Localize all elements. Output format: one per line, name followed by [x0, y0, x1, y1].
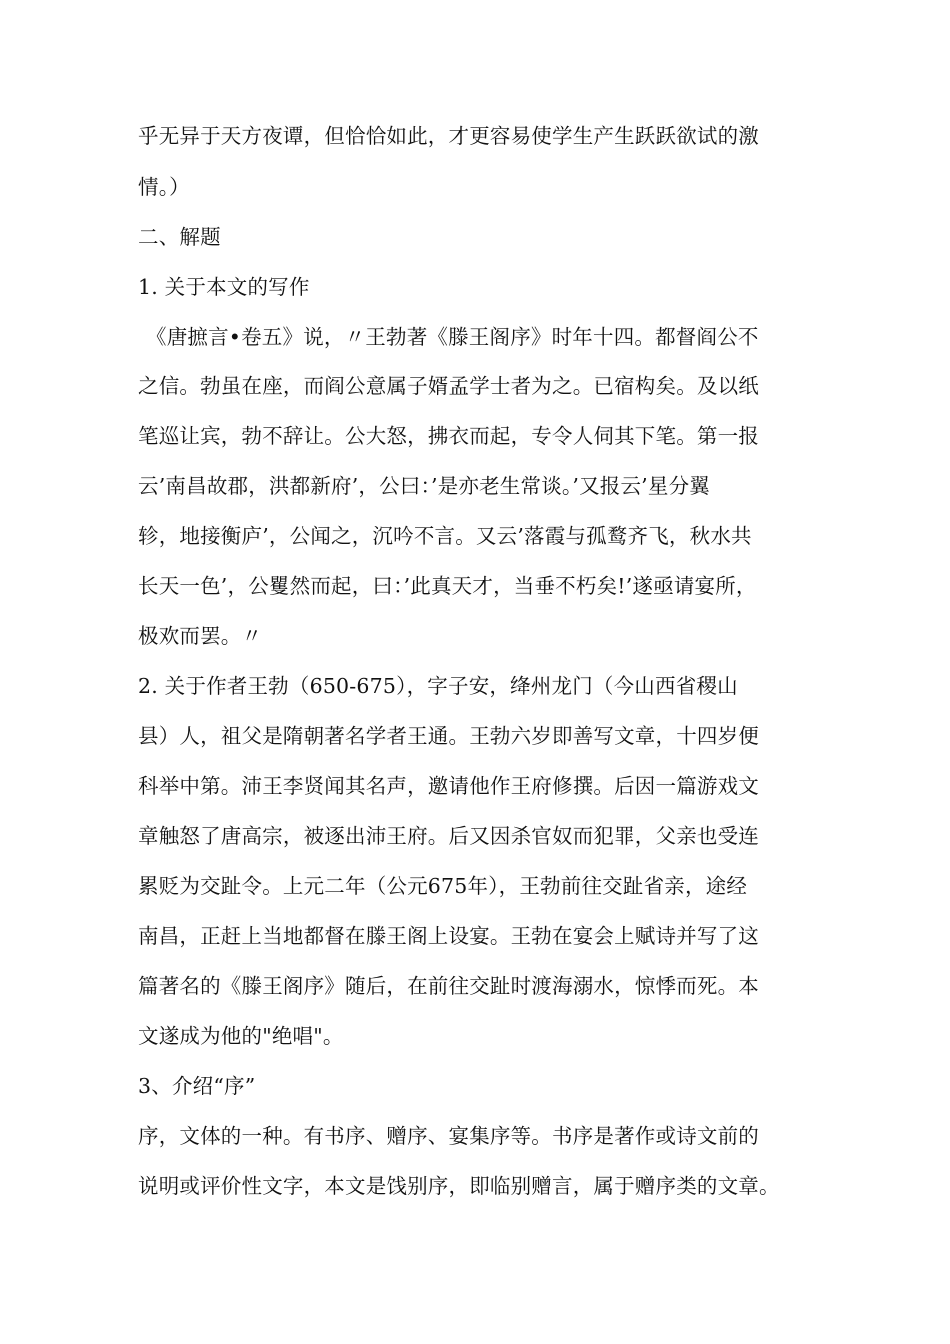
subsection-heading: 1. 关于本文的写作: [138, 275, 310, 299]
text-line: 极欢而罢。〃: [138, 624, 263, 648]
section-heading: 二、解题: [138, 225, 221, 249]
text-line: 科举中第。沛王李贤闻其名声，邀请他作王府修撰。后因一篇游戏文: [138, 774, 759, 798]
text-line: 南昌，正赶上当地都督在滕王阁上设宴。王勃在宴会上赋诗并写了这: [138, 924, 759, 948]
text-line: 轸，地接衡庐’，公闻之，沉吟不言。又云’落霞与孤鹜齐飞，秋水共: [138, 524, 752, 548]
text-line: 章触怒了唐高宗，被逐出沛王府。后又因杀官奴而犯罪，父亲也受连: [138, 824, 759, 848]
text-line: 之信。勃虽在座，而阎公意属子婿孟学士者为之。已宿构矣。及以纸: [138, 374, 759, 398]
subsection-heading: 3、介绍“序”: [138, 1074, 256, 1098]
text-line: 《唐摭言•卷五》说，〃王勃著《滕王阁序》时年十四。都督阎公不: [146, 325, 759, 349]
text-line: 序，文体的一种。有书序、赠序、宴集序等。书序是著作或诗文前的: [138, 1124, 759, 1148]
text-line: 县）人，祖父是隋朝著名学者王通。王勃六岁即善写文章，十四岁便: [138, 724, 759, 748]
subsection-heading: 2. 关于作者王勃（650-675），字子安，绛州龙门（今山西省稷山: [138, 674, 738, 698]
text-line: 云’南昌故郡，洪都新府’，公曰：’是亦老生常谈。’又报云’星分翼: [138, 474, 710, 498]
text-line: 长天一色’，公矍然而起，曰：’此真天才，当垂不朽矣!’遂亟请宴所，: [138, 574, 757, 598]
text-line: 情。）: [138, 175, 190, 199]
text-line: 笔巡让宾，勃不辞让。公大怒，拂衣而起，专令人伺其下笔。第一报: [138, 424, 759, 448]
text-line: 说明或评价性文字，本文是饯别序，即临别赠言，属于赠序类的文章。: [138, 1174, 780, 1198]
text-line: 文遂成为他的"绝唱"。: [138, 1024, 344, 1048]
text-line: 乎无异于天方夜谭，但恰恰如此，才更容易使学生产生跃跃欲试的激: [138, 124, 759, 148]
text-line: 累贬为交趾令。上元二年（公元675年），王勃前往交趾省亲，途经: [138, 874, 748, 898]
text-line: 篇著名的《滕王阁序》随后，在前往交趾时渡海溺水，惊悸而死。本: [138, 974, 759, 998]
